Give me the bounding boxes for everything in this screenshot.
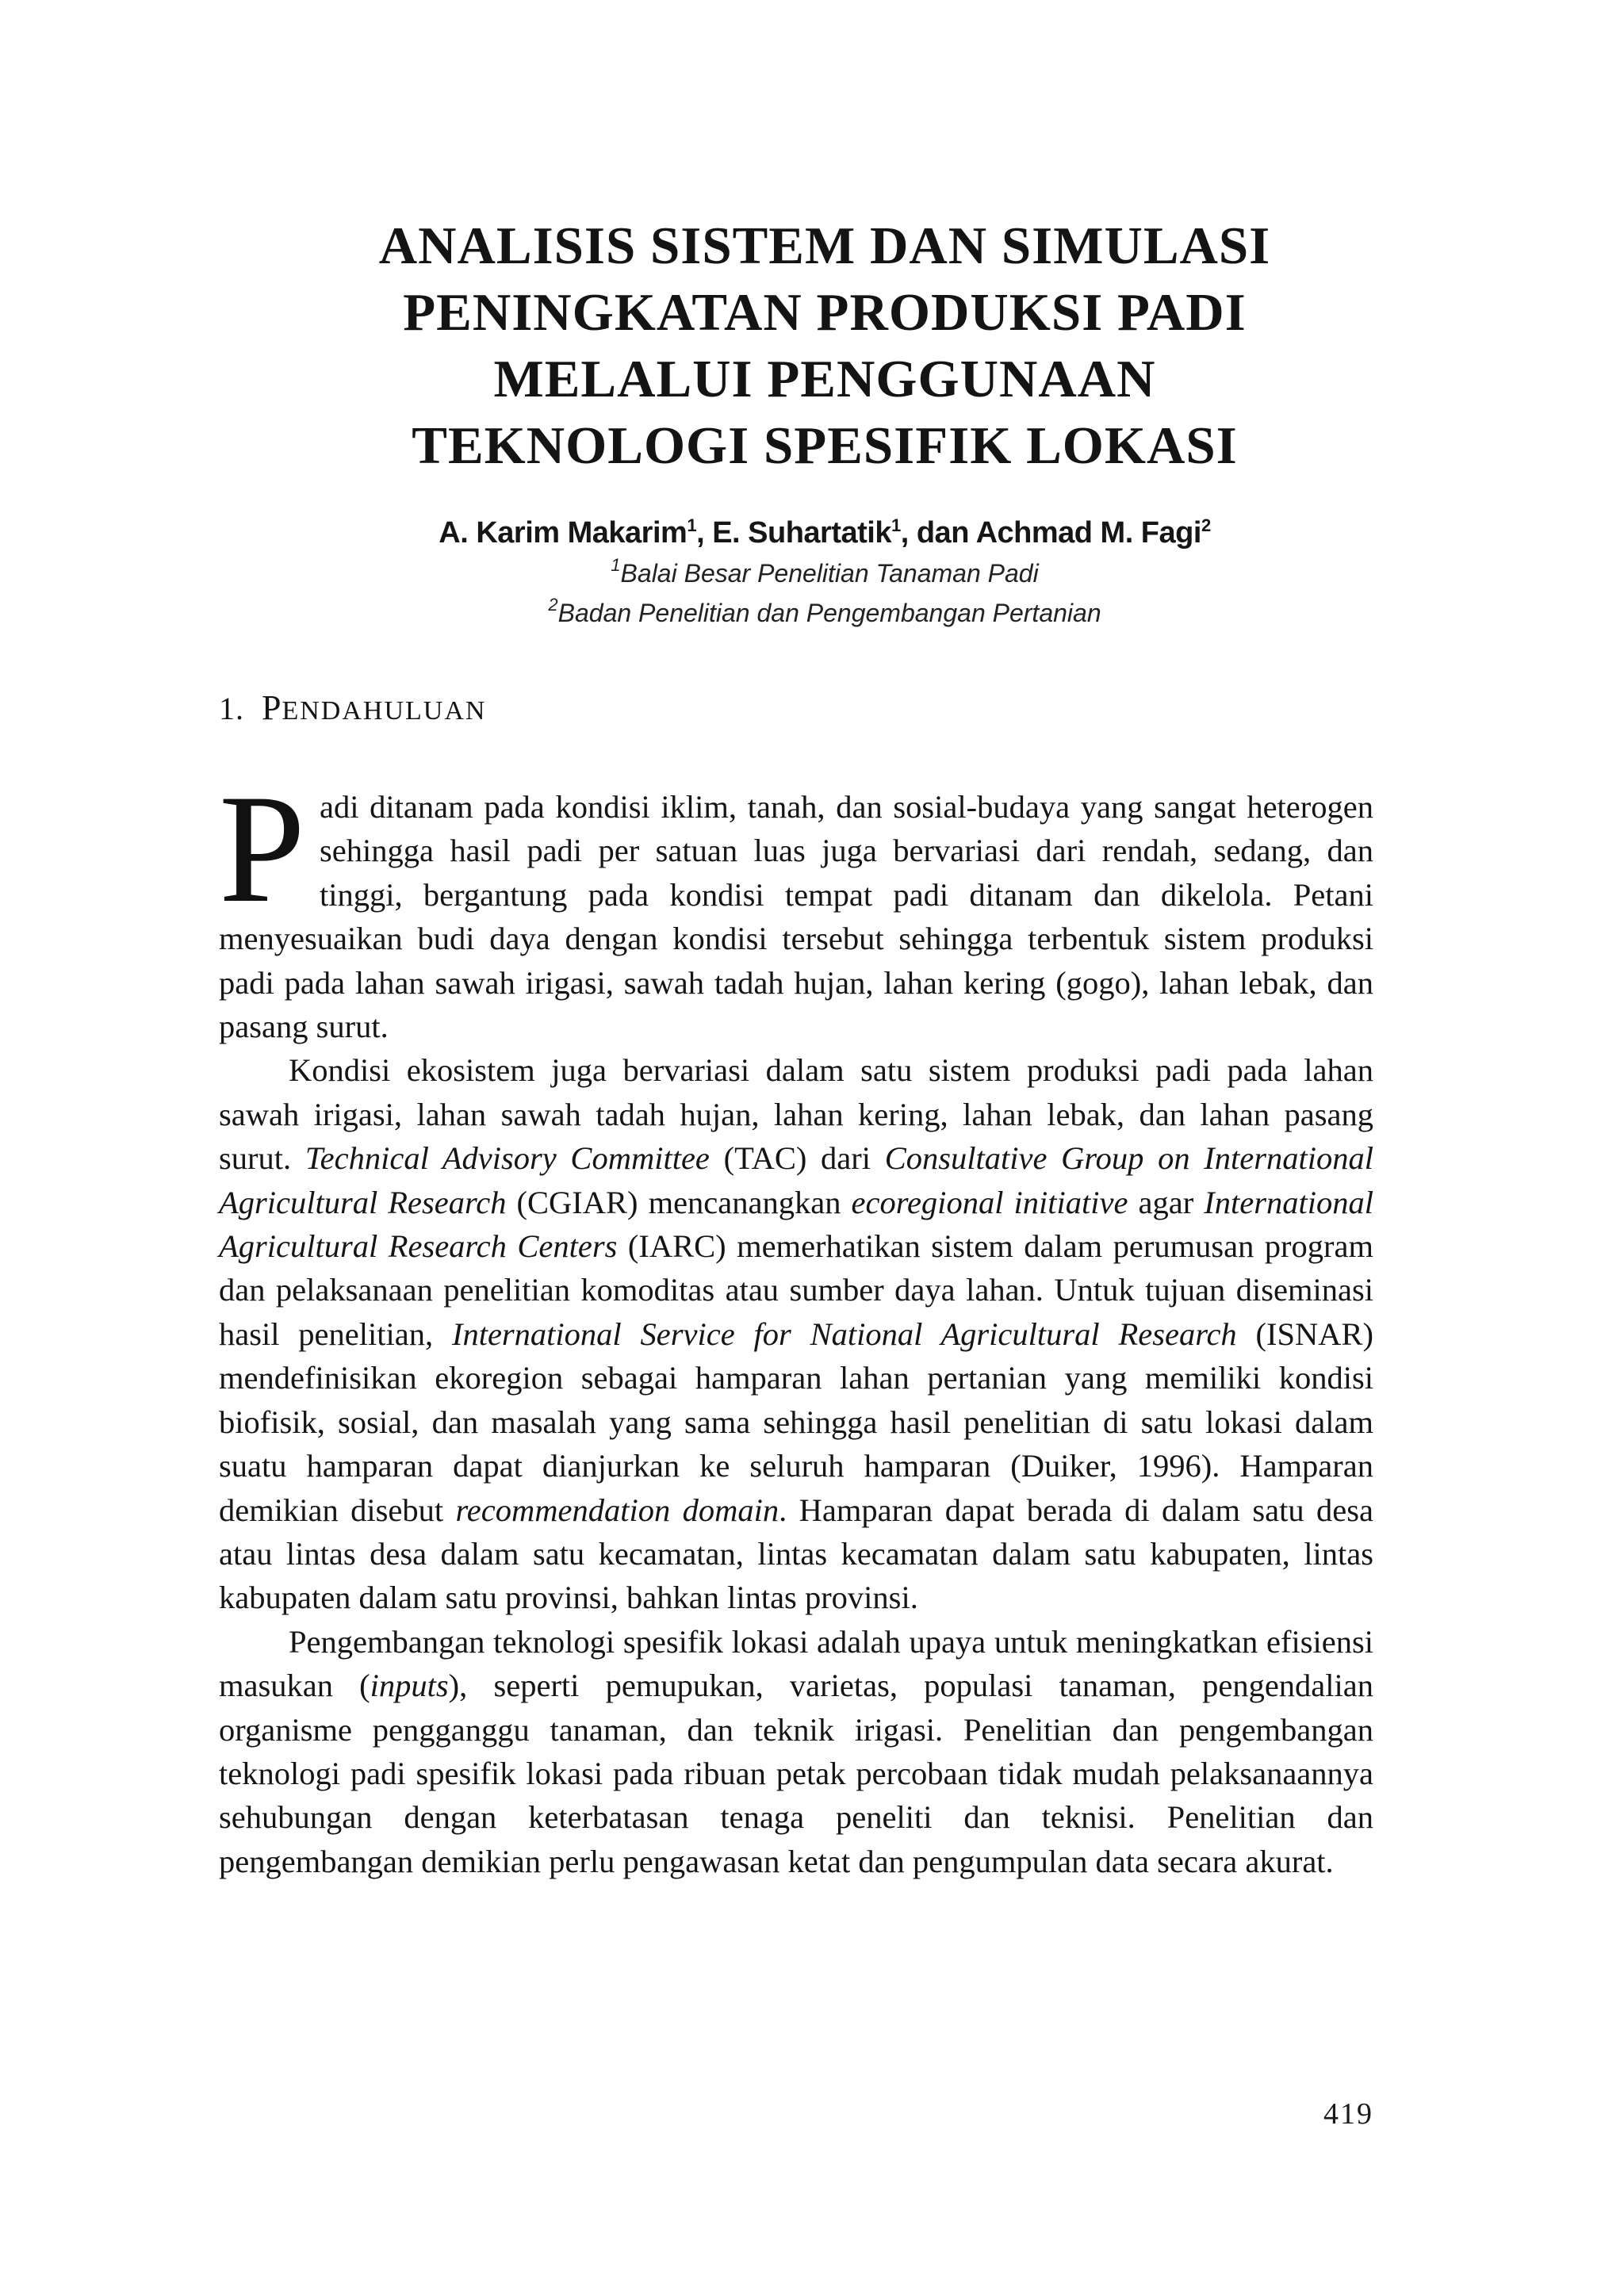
italic-term: ecoregional initiative	[851, 1184, 1128, 1220]
title-line-2: PENINGKATAN PRODUKSI PADI	[403, 283, 1247, 342]
affiliation-text: Balai Besar Penelitian Tanaman Padi	[620, 559, 1039, 588]
italic-term: recommendation domain	[455, 1492, 779, 1528]
text-run: Pengembangan teknologi spesifik lokasi adalah upaya untuk meningkatkan efisiensi masukan (	[219, 1623, 1373, 1704]
author-name: E. Suhartatik	[712, 516, 891, 550]
text-run: . Hamparan dapat berada di dalam satu desa atau lintas desa dalam satu kecamatan, lintas kecamatan dalam satu kabupaten, lintas kabupaten dalam satu provinsi, bahkan lintas provinsi.	[219, 1492, 1373, 1616]
text-run: (ISNAR) mendefinisikan ekoregion sebagai hamparan lahan pertanian yang memiliki kondisi biofisik, sosial, dan masalah yang sama sehingga hasil penelitian di satu lokasi dalam suatu hamparan dapat dianjurkan ke seluruh hamparan (Duiker, 1996). Hamparan demikian disebut	[219, 1316, 1373, 1528]
paragraph-1	[219, 763, 1373, 1048]
section-title-initial: P	[262, 688, 282, 727]
title-line-1: ANALISIS SISTEM DAN SIMULASI	[378, 216, 1271, 275]
page-number: 419	[1323, 2097, 1373, 2131]
section-heading	[219, 688, 486, 731]
paragraph-text: adi ditanam pada kondisi iklim, tanah, dan sosial-budaya yang sangat heterogen sehingga hasil padi per satuan luas juga bervariasi dari rendah, sedang, dan tinggi, bergantung pada kondisi tempat padi ditanam dan dikelola. Petani menyesuaikan budi daya dengan kondisi tersebut sehingga terbentuk sistem produksi padi pada lahan sawah irigasi, sawah tadah hujan, lahan kering (gogo), lahan lebak, dan pasang surut.	[219, 789, 1373, 1045]
affiliation-1	[349, 557, 1300, 590]
author-affiliation-mark: 1	[687, 515, 697, 535]
paragraph-2	[219, 1048, 1373, 1619]
italic-term: International Agricultural Research Centers	[219, 1184, 1373, 1265]
section-number: 1.	[219, 691, 244, 726]
affiliation-mark: 2	[548, 595, 558, 615]
affiliation-text: Badan Penelitian dan Pengembangan Pertanian	[557, 599, 1101, 627]
section-title-rest: ENDAHULUAN	[282, 696, 487, 726]
author-list	[349, 514, 1300, 552]
paragraph-3	[219, 1620, 1373, 1883]
drop-cap: P	[219, 763, 306, 935]
author-name: Achmad M. Fagi	[975, 516, 1201, 550]
author-separator: ,	[696, 516, 713, 550]
body-text	[219, 763, 1374, 1883]
title-line-4: TEKNOLOGI SPESIFIK LOKASI	[412, 416, 1238, 475]
text-run: ), seperti pemupukan, varietas, populasi tanaman, pengendalian organisme pengganggu tanaman, dan teknik irigasi. Penelitian dan pengembangan teknologi padi spesifik lokasi pada ribuan petak percobaan tidak mudah pelaksanaannya sehubungan dengan keterbatasan tenaga peneliti dan teknisi. Penelitian dan pengembangan demikian perlu pengawasan ketat dan pengumpulan data secara akurat.	[219, 1668, 1374, 1879]
text-run: Kondisi ekosistem juga bervariasi dalam satu sistem produksi padi pada lahan sawah irigasi, lahan sawah tadah hujan, lahan kering, lahan lebak, dan lahan pasang surut.	[219, 1052, 1373, 1177]
italic-term: International Service for National Agricultural Research	[451, 1316, 1237, 1352]
author-separator: , dan	[900, 516, 976, 550]
italic-term: Consultative Group on International Agricultural Research	[219, 1140, 1373, 1220]
affiliation-mark: 1	[611, 555, 621, 575]
text-run: (IARC) memerhatikan sistem dalam perumusan program dan pelaksanaan penelitian komoditas atau sumber daya lahan. Untuk tujuan diseminasi hasil penelitian,	[219, 1228, 1374, 1352]
title-line-3: MELALUI PENGGUNAAN	[493, 350, 1156, 408]
text-run: (TAC) dari	[709, 1140, 885, 1177]
author-affiliation-mark: 1	[891, 515, 901, 535]
text-run: agar	[1128, 1184, 1205, 1220]
author-name: A. Karim Makarim	[439, 516, 688, 550]
italic-term: Technical Advisory Committee	[304, 1140, 710, 1177]
author-affiliation-mark: 2	[1201, 515, 1211, 535]
paper-title	[349, 213, 1300, 479]
italic-term: inputs	[370, 1668, 449, 1704]
text-run: (CGIAR) mencanangkan	[506, 1184, 852, 1220]
affiliation-2	[349, 596, 1300, 630]
